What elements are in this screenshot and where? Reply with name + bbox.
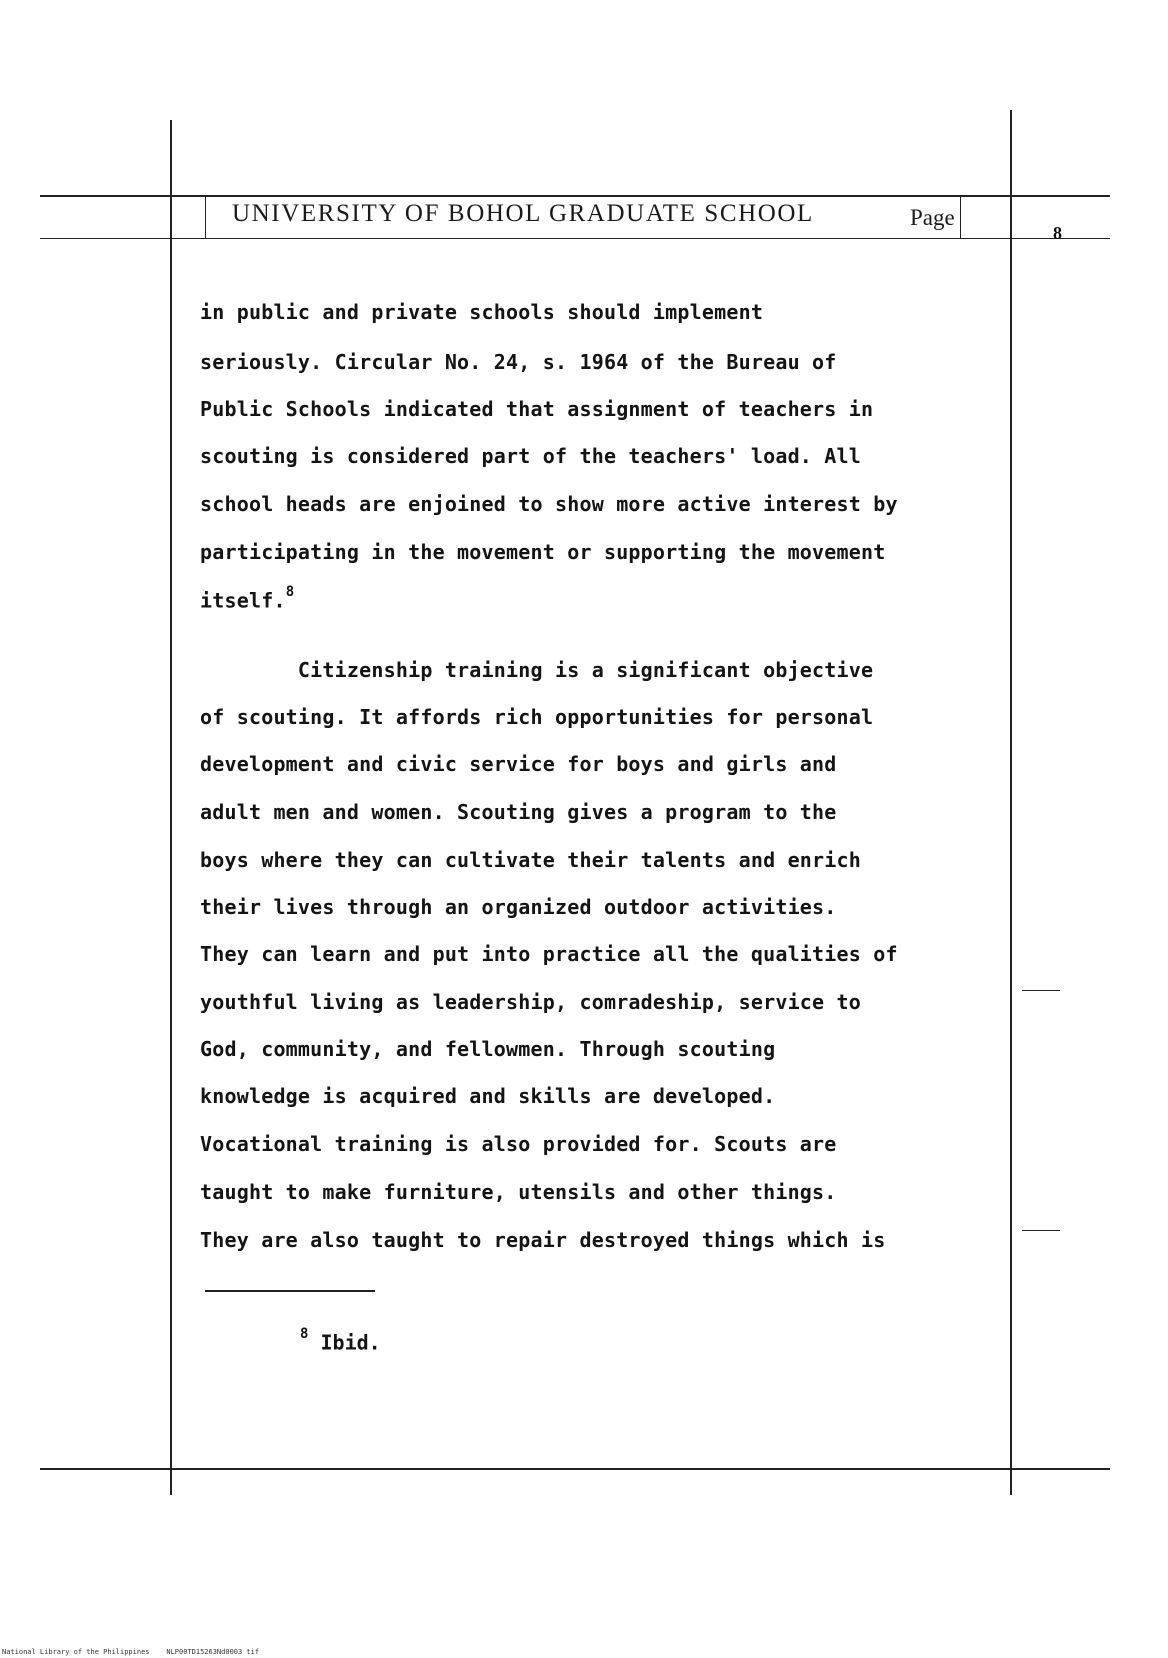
- text-line: [200, 584, 295, 613]
- text-line: Citizenship training is a significant objective: [200, 658, 874, 682]
- text-line: boys where they can cultivate their talents and enrich: [200, 848, 862, 872]
- inner-right-header-line: [960, 195, 961, 239]
- right-margin-line: [1010, 110, 1012, 1495]
- text-line: Public Schools indicated that assignment of teachers in: [200, 397, 874, 421]
- text-line: of scouting. It affords rich opportunities for personal: [200, 705, 874, 729]
- margin-tick: [1022, 990, 1060, 991]
- text-line: Vocational training is also provided for. Scouts are: [200, 1132, 837, 1156]
- text-line: seriously. Circular No. 24, s. 1964 of the Bureau of: [200, 350, 837, 374]
- left-margin-line: [170, 120, 172, 1495]
- text-line: scouting is considered part of the teachers' load. All: [200, 444, 862, 468]
- text-line: in public and private schools should implement: [200, 300, 764, 324]
- text-line: their lives through an organized outdoor activities.: [200, 895, 837, 919]
- footnote-marker: 8: [300, 1326, 309, 1342]
- text-line: adult men and women. Scouting gives a program to the: [200, 800, 837, 824]
- text-line: development and civic service for boys and girls and: [200, 752, 837, 776]
- text-line: They are also taught to repair destroyed things which is: [200, 1228, 886, 1252]
- footnote-divider: [205, 1290, 375, 1292]
- footer-rule: [40, 1468, 1110, 1470]
- text-line: They can learn and put into practice all the qualities of: [200, 942, 898, 966]
- text-line: participating in the movement or supporting the movement: [200, 540, 886, 564]
- header-title: UNIVERSITY OF BOHOL GRADUATE SCHOOL: [232, 200, 814, 227]
- last-line-text: itself.: [200, 588, 286, 613]
- footnote-reference: 8: [285, 584, 295, 600]
- footnote-text: Ibid.: [320, 1330, 381, 1355]
- text-line: taught to make furniture, utensils and other things.: [200, 1180, 837, 1204]
- header-top-rule: [40, 195, 1110, 197]
- header-bottom-rule: [40, 238, 1110, 239]
- inner-left-header-line: [205, 195, 206, 239]
- text-line: youthful living as leadership, comradeship, service to: [200, 990, 862, 1014]
- text-line: school heads are enjoined to show more active interest by: [200, 492, 898, 516]
- text-line: knowledge is acquired and skills are developed.: [200, 1084, 776, 1108]
- scan-credit: National Library of the Philippines NLP00TD15263Nd0003 tif: [2, 1648, 260, 1656]
- header-page-label: Page: [910, 205, 955, 230]
- footnote: [300, 1326, 381, 1355]
- header-page-number: 8: [1053, 223, 1062, 243]
- margin-tick: [1022, 1230, 1060, 1231]
- text-line: God, community, and fellowmen. Through scouting: [200, 1037, 776, 1061]
